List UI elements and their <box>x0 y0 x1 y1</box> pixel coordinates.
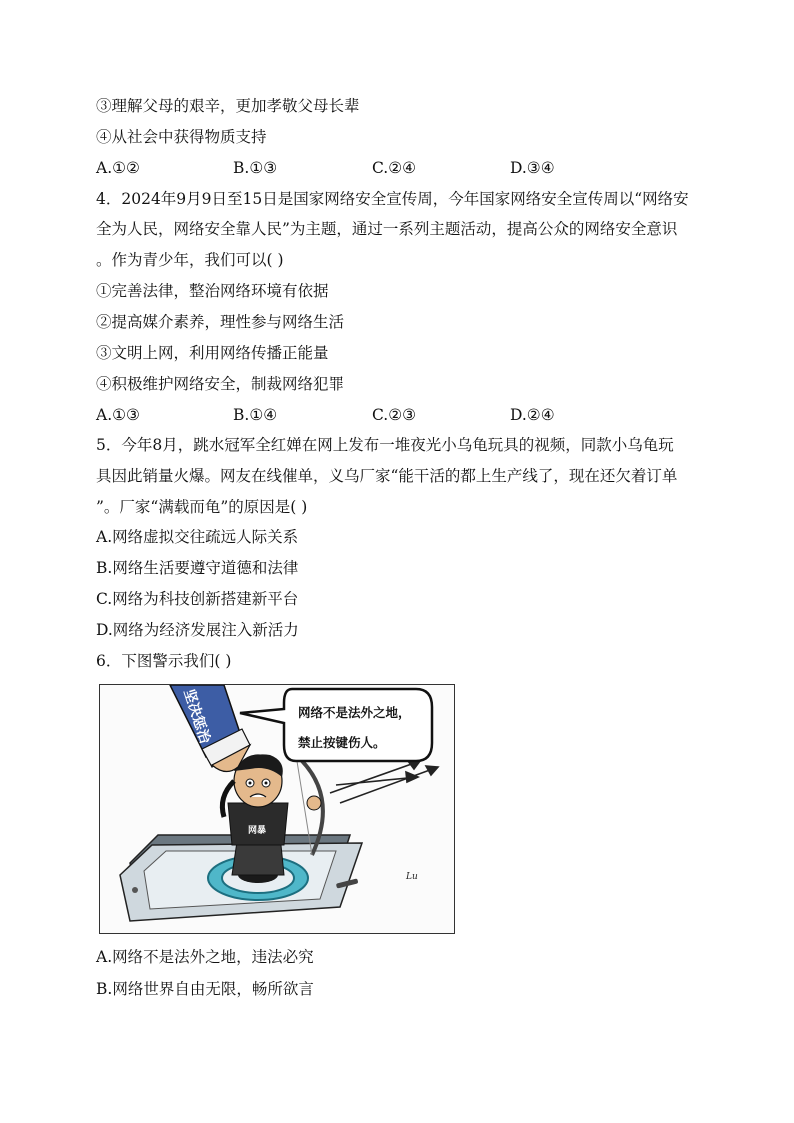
q6-stem: 6．下图警示我们( ) <box>96 652 232 670</box>
q4-stem-line-1: 4．2024年9月9日至15日是国家网络安全宣传周，今年国家网络安全宣传周以“网络安 <box>96 190 689 208</box>
q5-option-d: D.网络为经济发展注入新活力 <box>96 621 299 639</box>
q5-option-b: B.网络生活要遵守道德和法律 <box>96 559 299 577</box>
q5-option-c: C.网络为科技创新搭建新平台 <box>96 590 299 608</box>
q4-option-a: A.①③ <box>96 406 140 424</box>
q3-option-d: D.③④ <box>510 159 555 177</box>
sleeve-arm <box>170 685 250 772</box>
q5-option-a: A.网络虚拟交往疏远人际关系 <box>96 528 299 546</box>
q4-item-1: ①完善法律，整治网络环境有依据 <box>96 282 329 300</box>
bubble-line-2: 禁止按键伤人。 <box>298 735 386 750</box>
q3-item-4: ④从社会中获得物质支持 <box>96 128 267 146</box>
sleeve-text: 坚决惩治 <box>180 687 213 746</box>
q4-option-c: C.②③ <box>372 406 417 424</box>
q6-option-a: A.网络不是法外之地，违法必究 <box>96 948 314 966</box>
cartoon-illustration <box>99 684 455 934</box>
q5-stem-line-1: 5．今年8月，跳水冠军全红婵在网上发布一堆夜光小乌龟玩具的视频，同款小乌龟玩 <box>96 436 674 454</box>
q4-stem-line-2: 全为人民，网络安全靠人民”为主题，通过一系列主题活动，提高公众的网络安全意识 <box>96 220 678 238</box>
cartoon-svg <box>100 685 454 933</box>
bully-shirt-text: 网暴 <box>248 826 267 836</box>
q4-item-4: ④积极维护网络安全，制裁网络犯罪 <box>96 375 345 393</box>
bubble-line-1: 网络不是法外之地， <box>298 705 411 720</box>
q3-option-b: B.①③ <box>233 159 278 177</box>
q5-stem-line-3: ”。厂家“满载而龟”的原因是( ) <box>96 498 308 516</box>
q5-stem-line-2: 具因此销量火爆。网友在线催单，义乌厂家“能干活的都上生产线了，现在还欠着订单 <box>96 467 678 485</box>
q3-item-3: ③理解父母的艰辛，更加孝敬父母长辈 <box>96 97 360 115</box>
artist-signature: Lu <box>406 872 418 882</box>
q3-option-c: C.②④ <box>372 159 417 177</box>
q4-item-3: ③文明上网，利用网络传播正能量 <box>96 344 329 362</box>
arrows <box>330 761 438 803</box>
q3-option-a: A.①② <box>96 159 140 177</box>
q4-option-d: D.②④ <box>510 406 555 424</box>
q4-stem-line-3: 。作为青少年，我们可以( ) <box>96 251 284 269</box>
q4-option-b: B.①④ <box>233 406 278 424</box>
speech-bubble <box>240 689 432 761</box>
q6-option-b: B.网络世界自由无限，畅所欲言 <box>96 980 314 998</box>
q4-item-2: ②提高媒介素养，理性参与网络生活 <box>96 313 345 331</box>
